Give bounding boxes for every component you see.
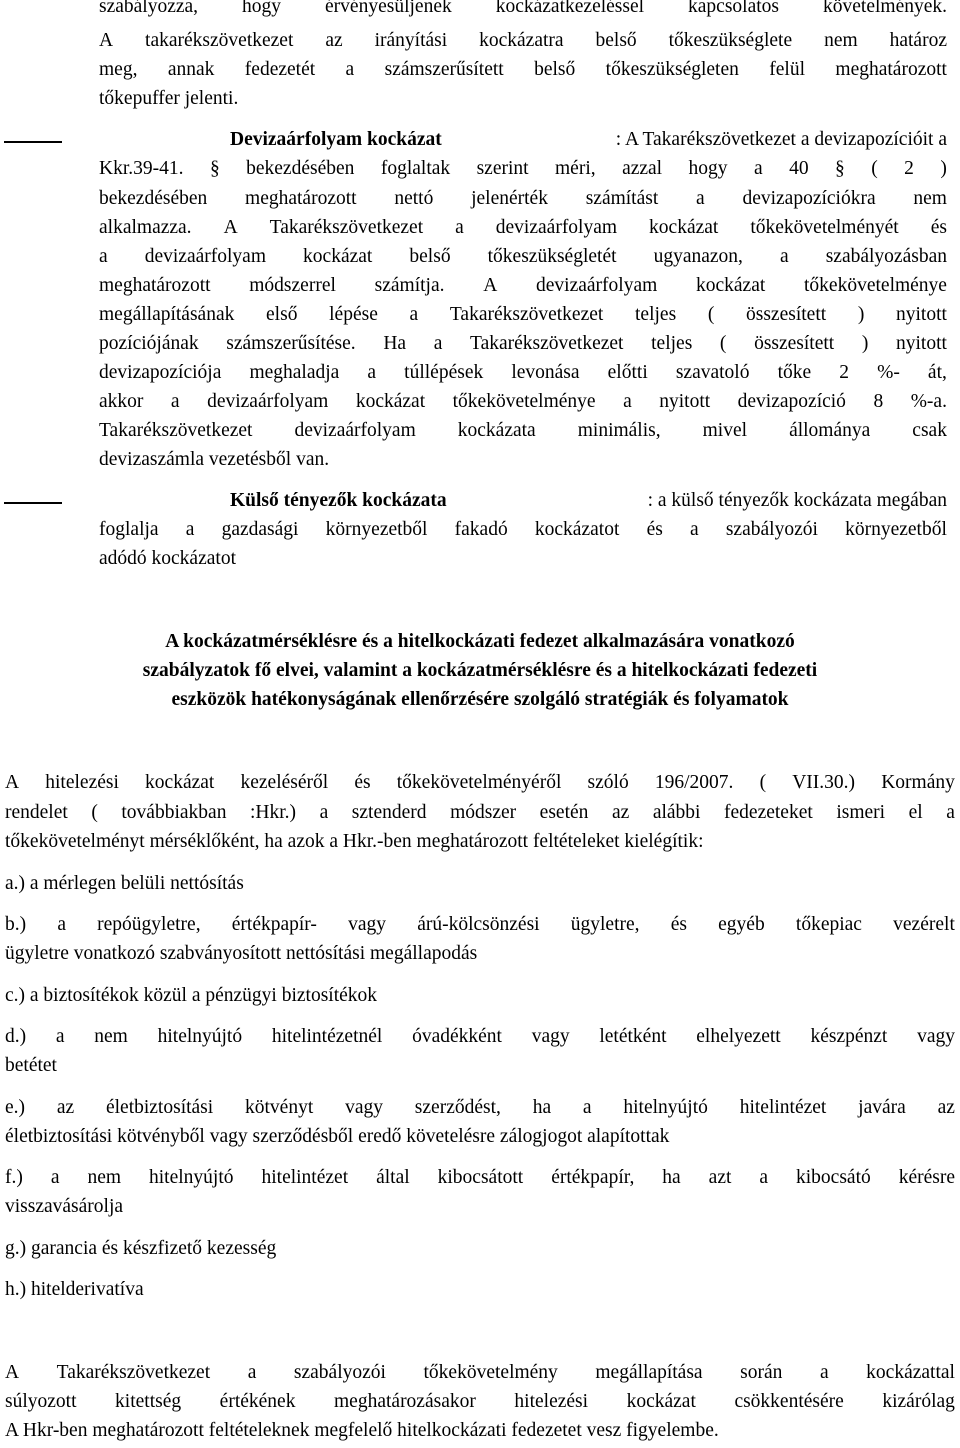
word: a (247, 1362, 257, 1383)
word: devizapozíciója (99, 362, 222, 383)
word: során (740, 1362, 783, 1383)
fx-line-12: devizaszámla vezetésből van. (99, 449, 330, 470)
word: devizaárfolyam (294, 420, 416, 441)
word: rendelet (5, 802, 68, 823)
word: ) (857, 304, 865, 325)
word: nem (913, 188, 947, 209)
word: vagy (345, 1097, 383, 1118)
word: szabályozásban (825, 246, 947, 267)
word: 2 (904, 158, 914, 179)
word: devizapozíciókra (742, 188, 876, 209)
word: hitelnyújtó (157, 1026, 243, 1047)
word: meghatározásakor (334, 1391, 476, 1412)
word: pozíciójának (99, 333, 199, 354)
word: hitelnyújtó (623, 1097, 708, 1118)
word: a (367, 362, 377, 383)
word: szerint (476, 158, 529, 179)
word: a (753, 158, 763, 179)
word: hogy (688, 158, 728, 179)
word: nem (94, 1026, 128, 1047)
word: hitelezési (514, 1391, 589, 1412)
word: minimális, (577, 420, 661, 441)
word: § (209, 158, 220, 179)
word: az (56, 1097, 75, 1118)
word: kitettség (115, 1391, 182, 1412)
word: f.) (5, 1167, 23, 1188)
word: és (354, 772, 371, 793)
word: tőkekövetelményét (750, 217, 899, 238)
word: szabályozói (293, 1362, 386, 1383)
word: tőkeszükségletét (487, 246, 617, 267)
word: tőkeszükségleten (605, 59, 739, 80)
word: hogy (242, 0, 282, 17)
word: Takarékszövetkezet (99, 420, 253, 441)
word: egyéb (718, 914, 765, 935)
word: kockázat (649, 217, 719, 238)
word: vagy (348, 914, 387, 935)
word: át, (927, 362, 947, 383)
word: levonása (511, 362, 580, 383)
word: ( (759, 772, 767, 793)
word: és (930, 217, 947, 238)
word: teljes (651, 333, 693, 354)
word: esetén (539, 802, 589, 823)
word: tőke (777, 362, 812, 383)
word: devizaárfolyam (536, 275, 658, 296)
word: a (623, 391, 632, 412)
word: csak (912, 420, 947, 441)
word: A (5, 1362, 20, 1383)
word: Kormány (881, 772, 955, 793)
fx-line-5 (99, 246, 947, 268)
word: ügyletre, (570, 914, 640, 935)
list-item-b-line-1 (5, 914, 955, 936)
word: bekezdésében (99, 188, 208, 209)
fx-line-1 (230, 129, 947, 151)
word: lépése (329, 304, 378, 325)
word: devizaárfolyam (144, 246, 266, 267)
word: számszerűsített (384, 59, 504, 80)
word: fedezetét (244, 59, 316, 80)
word: a (696, 188, 705, 209)
list-item-f-line-1 (5, 1167, 955, 1189)
word: A (483, 275, 498, 296)
word: számítja. (374, 275, 445, 296)
word: Takarékszövetkezet (56, 1362, 211, 1383)
word: kockázat (303, 246, 373, 267)
word: ha (532, 1097, 552, 1118)
word: meghatározott (99, 275, 211, 296)
word: 2 (839, 362, 849, 383)
word: a (946, 802, 955, 823)
word: vagy (917, 1026, 955, 1047)
word: ( (871, 158, 878, 179)
word: 8 (873, 391, 884, 412)
word: A (99, 30, 114, 51)
section-heading-line-3: eszközök hatékonyságának ellenőrzésére szolgáló stratégiák és folyamatok (171, 689, 789, 710)
word: kockázata (457, 420, 536, 441)
word: felül (769, 59, 806, 80)
word: első (266, 304, 298, 325)
word: az (325, 30, 343, 51)
word: méri, (555, 158, 596, 179)
word: elhelyezett (696, 1026, 781, 1047)
word: azzal (622, 158, 663, 179)
fx-line-9 (99, 362, 947, 384)
section-heading-line-2: szabályzatok fő elvei, valamint a kockázatmérséklésre és a hitelkockázati fedezeti (142, 660, 818, 681)
fx-line-1-rest: : A Takarékszövetkezet a devizapozícióit a (615, 129, 947, 150)
word: ugyanazon, (653, 246, 743, 267)
word: ) (861, 333, 869, 354)
word: ha (662, 1167, 681, 1188)
word: devizapozíció (737, 391, 846, 412)
word: annak (167, 59, 215, 80)
word: szerződést, (414, 1097, 501, 1118)
fx-line-8 (99, 333, 947, 355)
fx-line-3 (99, 188, 947, 210)
word: b.) (5, 914, 27, 935)
word: Takarékszövetkezet (449, 304, 604, 325)
word: a (57, 914, 66, 935)
word: a (185, 519, 195, 540)
word: a (690, 519, 699, 540)
fx-line-10 (99, 391, 947, 413)
word: nyitott (896, 333, 947, 354)
word: módszerrel (249, 275, 336, 296)
word: árú-kölcsönzési (417, 914, 540, 935)
word: vagy (531, 1026, 570, 1047)
word: e.) (5, 1097, 26, 1118)
word: letétként (599, 1026, 667, 1047)
intro-line-3 (99, 59, 947, 81)
word: belső (409, 246, 451, 267)
word: meghatározott (245, 188, 357, 209)
word: szabályozza, (99, 0, 199, 17)
word: 196/2007. (654, 772, 734, 793)
word: alkalmazza. (99, 217, 192, 238)
list-item-g: g.) garancia és készfizető kezesség (5, 1238, 277, 1259)
word: hitelintézet (261, 1167, 349, 1188)
word: Kkr.39-41. (99, 158, 184, 179)
word: vezérelt (893, 914, 955, 935)
word: hitelnyújtó (149, 1167, 234, 1188)
word: értékpapír, (551, 1167, 635, 1188)
word: a (582, 1097, 592, 1118)
word: ( (91, 802, 98, 823)
word: fakadó (454, 519, 508, 540)
word: készpénzt (810, 1026, 888, 1047)
word: fedezeteket (724, 802, 813, 823)
word: tőkekövetelménye (452, 391, 596, 412)
word: a (99, 246, 108, 267)
intro-line-2 (99, 30, 947, 52)
word: mivel (702, 420, 748, 441)
word: hitelezési (45, 772, 119, 793)
word: A (5, 772, 20, 793)
word: belső (595, 30, 637, 51)
word: a (50, 1167, 60, 1188)
word: akkor (99, 391, 144, 412)
word: %-a. (910, 391, 947, 412)
word: a (759, 1167, 769, 1188)
word: kockázattal (866, 1362, 955, 1383)
word: a (433, 333, 443, 354)
word: összesített (754, 333, 835, 354)
word: tőkekövetelménye (804, 275, 947, 296)
list-item-c: c.) a biztosítékok közül a pénzügyi biztosítékok (5, 985, 378, 1006)
body-last-line-3: A Hkr-ben meghatározott feltételeknek megfelelő hitelkockázati fedezetet vesz figyelembe. (5, 1420, 719, 1441)
word: hitelintézetnél (271, 1026, 383, 1047)
fx-line-7 (99, 304, 947, 326)
word: ismeri (836, 802, 886, 823)
word: meghatározott (835, 59, 947, 80)
word: kockázat (626, 1391, 696, 1412)
word: ) (940, 158, 947, 179)
word: :Hkr.) (250, 802, 297, 823)
word: kockázat (145, 772, 215, 793)
word: súlyozott (5, 1391, 77, 1412)
word: értékének (219, 1391, 296, 1412)
word: túllépések (404, 362, 484, 383)
word: repóügyletre, (97, 914, 201, 935)
word: irányítási (374, 30, 448, 51)
word: kibocsátó (796, 1167, 871, 1188)
word: teljes (635, 304, 677, 325)
word: gazdasági (221, 519, 299, 540)
word: belső (534, 59, 576, 80)
body-p1-line-2 (5, 802, 955, 824)
word: foglaltak (380, 158, 451, 179)
word: nem (87, 1167, 122, 1188)
word: VII.30.) (792, 772, 856, 793)
word: a (455, 217, 464, 238)
word: meghaladja (249, 362, 340, 383)
word: a (345, 59, 355, 80)
body-p1-line-3: tőkekövetelményt mérséklőként, ha azok a Hkr.-ben meghatározott feltételeket kielégítik: (5, 831, 704, 852)
fx-line-6 (99, 275, 947, 297)
word: § (835, 158, 845, 179)
word: ( (707, 304, 715, 325)
word: kockázatra (479, 30, 564, 51)
word: szabályozói (725, 519, 818, 540)
word: %- (877, 362, 900, 383)
word: környezetből (325, 519, 428, 540)
word: szavatoló (675, 362, 750, 383)
list-item-d-line-2: betétet (5, 1055, 57, 1076)
list-item-b-line-2: ügyletre vonatkozó szabványosított nettósítási megállapodás (5, 943, 478, 964)
word: kötvényt (245, 1097, 314, 1118)
word: kizárólag (882, 1391, 955, 1412)
fx-line-2 (99, 158, 947, 180)
word: továbbiakban (121, 802, 227, 823)
word: számszerűsítése. (226, 333, 356, 354)
word: nem (824, 30, 858, 51)
word: kapcsolatos (688, 0, 780, 17)
word: takarékszövetkezet (145, 30, 294, 51)
body-last-line-2 (5, 1391, 955, 1413)
word: el (908, 802, 923, 823)
word: nyitott (896, 304, 947, 325)
word: életbiztosítási (105, 1097, 214, 1118)
word: tőkepiac (795, 914, 862, 935)
word: által (376, 1167, 410, 1188)
word: Takarékszövetkezet (269, 217, 424, 238)
word: jelenérték (471, 188, 548, 209)
word: az (611, 802, 630, 823)
ext-title: Külső tényezők kockázata (230, 490, 447, 511)
word: d.) (5, 1026, 27, 1047)
word: bekezdésében (246, 158, 355, 179)
word: nettó (394, 188, 434, 209)
word: kockázat (696, 275, 766, 296)
word: kockázatkezeléssel (495, 0, 645, 17)
list-item-d-line-1 (5, 1026, 955, 1048)
word: határoz (889, 30, 947, 51)
word: és (670, 914, 687, 935)
word: módszer (450, 802, 517, 823)
list-item-e-line-1 (5, 1097, 955, 1119)
list-item-e-line-2: életbiztosítási kötvényből vagy szerződésből eredő követelésre zálogjogot alapítottak (5, 1126, 670, 1147)
word: számítást (585, 188, 659, 209)
word: összesített (746, 304, 827, 325)
list-dash (4, 502, 62, 504)
word: csökkentésére (734, 1391, 844, 1412)
word: követelmények. (823, 0, 947, 17)
word: érvényesüljenek (325, 0, 452, 17)
list-item-a: a.) a mérlegen belüli nettósítás (5, 873, 244, 894)
word: nyitott (659, 391, 711, 412)
section-heading-line-1: A kockázatmérséklésre és a hitelkockázati fedezet alkalmazására vonatkozó (165, 631, 795, 652)
word: előtti (607, 362, 648, 383)
word: megállapításának (99, 304, 235, 325)
list-item-f-line-2: visszavásárolja (5, 1196, 124, 1217)
word: alábbi (652, 802, 701, 823)
ext-line-3: adódó kockázatot (99, 548, 236, 569)
word: javára (858, 1097, 906, 1118)
word: a (409, 304, 419, 325)
word: kérésre (898, 1167, 955, 1188)
word: devizaárfolyam (207, 391, 329, 412)
word: a (779, 246, 789, 267)
word: környezetből (845, 519, 947, 540)
word: és (646, 519, 663, 540)
word: Ha (383, 333, 407, 354)
word: az (937, 1097, 955, 1118)
word: kezeléséről (240, 772, 329, 793)
word: sztenderd (351, 802, 427, 823)
fx-line-11 (99, 420, 947, 442)
word: Takarékszövetkezet (470, 333, 624, 354)
word: kockázat (355, 391, 426, 412)
word: szóló (587, 772, 629, 793)
word: foglalja (99, 519, 159, 540)
word: azt (708, 1167, 732, 1188)
word: A (223, 217, 238, 238)
word: 40 (789, 158, 809, 179)
word: óvadékként (412, 1026, 502, 1047)
word: kockázatot (534, 519, 620, 540)
intro-line-4: tőkepuffer jelenti. (99, 88, 239, 109)
fx-line-4 (99, 217, 947, 239)
word: hitelintézet (739, 1097, 827, 1118)
ext-line-2 (99, 519, 947, 541)
word: a (819, 1362, 829, 1383)
ext-line-1-rest: : a külső tényezők kockázata megában (647, 490, 947, 511)
list-dash (4, 141, 62, 143)
word: ( (719, 333, 727, 354)
word: a (55, 1026, 65, 1047)
word: devizaárfolyam (495, 217, 618, 238)
body-p1-line-1 (5, 772, 955, 794)
list-item-h: h.) hitelderivatíva (5, 1279, 144, 1300)
word: értékpapír- (231, 914, 317, 935)
ext-line-1 (230, 490, 947, 512)
word: tőkekövetelmény (423, 1362, 558, 1383)
word: állománya (789, 420, 871, 441)
word: megállapítása (595, 1362, 703, 1383)
word: meg, (99, 59, 138, 80)
word: a (319, 802, 329, 823)
intro-line-1 (99, 0, 947, 18)
word: tőkeszükséglete (668, 30, 793, 51)
body-last-line-1 (5, 1362, 955, 1384)
word: kibocsátott (437, 1167, 524, 1188)
word: tőkekövetelményéről (396, 772, 562, 793)
word: a (170, 391, 180, 412)
fx-title: Devizaárfolyam kockázat (230, 129, 442, 150)
